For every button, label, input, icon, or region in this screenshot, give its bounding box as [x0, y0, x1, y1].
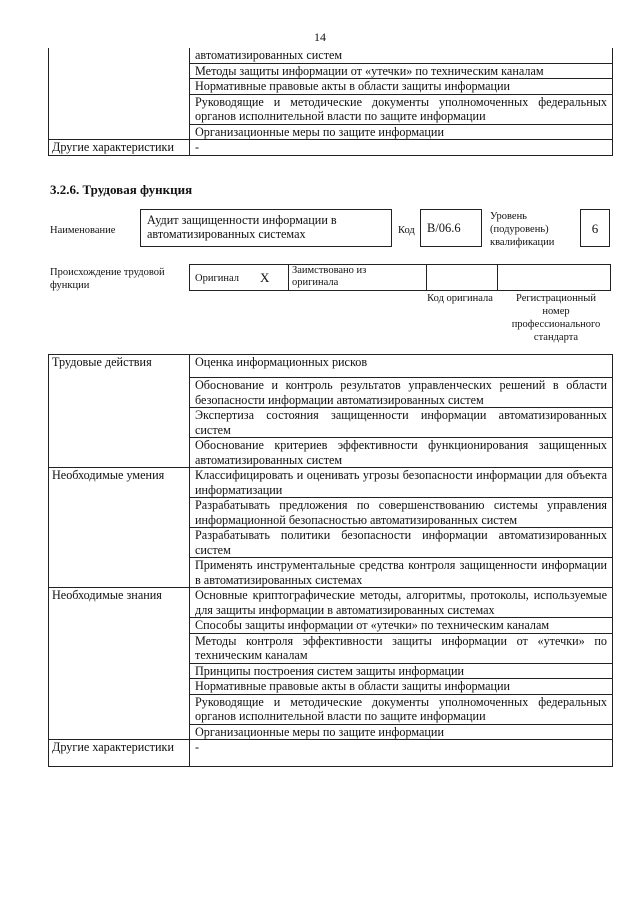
origin-row [189, 264, 611, 291]
knowledge-item: Нормативные правовые акты в области защиты информации [190, 79, 613, 95]
knowledge-item: Нормативные правовые акты в области защиты информации [190, 679, 613, 695]
level-value: 6 [591, 221, 599, 236]
other-characteristics-label: Другие характеристики [49, 740, 190, 767]
knowledge-item: Основные криптографические методы, алгоритмы, протоколы, используемые для защиты информации в автоматизированных системах [190, 588, 613, 618]
knowledge-continuation-table [48, 48, 613, 156]
knowledge-item: Руководящие и методические документы уполномоченных федеральных органов исполнительной власти по защите информации [190, 94, 613, 124]
registration-number-caption: Регистрационный номер профессионального стандарта [511, 293, 601, 343]
skill-item: Применять инструментальные средства контроля защищенности информации в автоматизированных системах [190, 558, 613, 588]
other-characteristics-label: Другие характеристики [49, 140, 190, 156]
action-item: Оценка информационных рисков [190, 355, 613, 378]
function-name-box [140, 209, 392, 247]
code-value: B/06.6 [427, 221, 461, 235]
origin-label: Происхождение трудовой функции [50, 267, 165, 291]
skills-label: Необходимые умения [49, 468, 190, 588]
knowledge-item: Организационные меры по защите информации [190, 724, 613, 740]
original-label: Оригинал [195, 273, 239, 284]
knowledge-item: Организационные меры по защите информации [190, 124, 613, 140]
actions-label: Трудовые действия [49, 355, 190, 468]
function-details-table [48, 354, 613, 767]
borrowed-label: Заимствовано из оригинала [292, 265, 367, 288]
knowledge-item: автоматизированных систем [190, 48, 613, 63]
level-box [580, 209, 610, 247]
knowledge-item: Руководящие и методические документы уполномоченных федеральных органов исполнительной власти по защите информации [190, 694, 613, 724]
action-item: Обоснование и контроль результатов управленческих решений в области безопасности информации автоматизированных систем [190, 378, 613, 408]
action-item: Обоснование критериев эффективности функционирования защищенных автоматизированных систем [190, 438, 613, 468]
function-name: Аудит защищенности информации в автоматизированных системах [147, 213, 337, 241]
skill-item: Разрабатывать предложения по совершенствованию системы управления информационной безопасностью автоматизированных систем [190, 498, 613, 528]
other-characteristics-value: - [190, 140, 613, 156]
knowledge-item: Методы защиты информации от «утечки» по техническим каналам [190, 63, 613, 79]
skill-item: Разрабатывать политики безопасности информации автоматизированных систем [190, 528, 613, 558]
code-original-caption: Код оригинала [427, 293, 493, 304]
knowledge-item: Способы защиты информации от «утечки» по техническим каналам [190, 618, 613, 634]
page-number: 14 [314, 30, 326, 44]
skill-item: Классифицировать и оценивать угрозы безопасности информации для объекта информатизации [190, 468, 613, 498]
original-mark: X [260, 270, 270, 285]
level-label: Уровень (подуровень) квалификации [490, 211, 555, 248]
code-box [420, 209, 482, 247]
action-item: Экспертиза состояния защищенности информации автоматизированных систем [190, 408, 613, 438]
knowledge-item: Принципы построения систем защиты информации [190, 663, 613, 679]
section-title: 3.2.6. Трудовая функция [50, 182, 193, 197]
other-characteristics-value: - [190, 740, 613, 767]
name-label: Наименование [50, 225, 116, 236]
knowledge-label: Необходимые знания [49, 588, 190, 740]
knowledge-item: Методы контроля эффективности защиты информации от «утечки» по техническим каналам [190, 633, 613, 663]
code-label: Код [398, 225, 415, 236]
